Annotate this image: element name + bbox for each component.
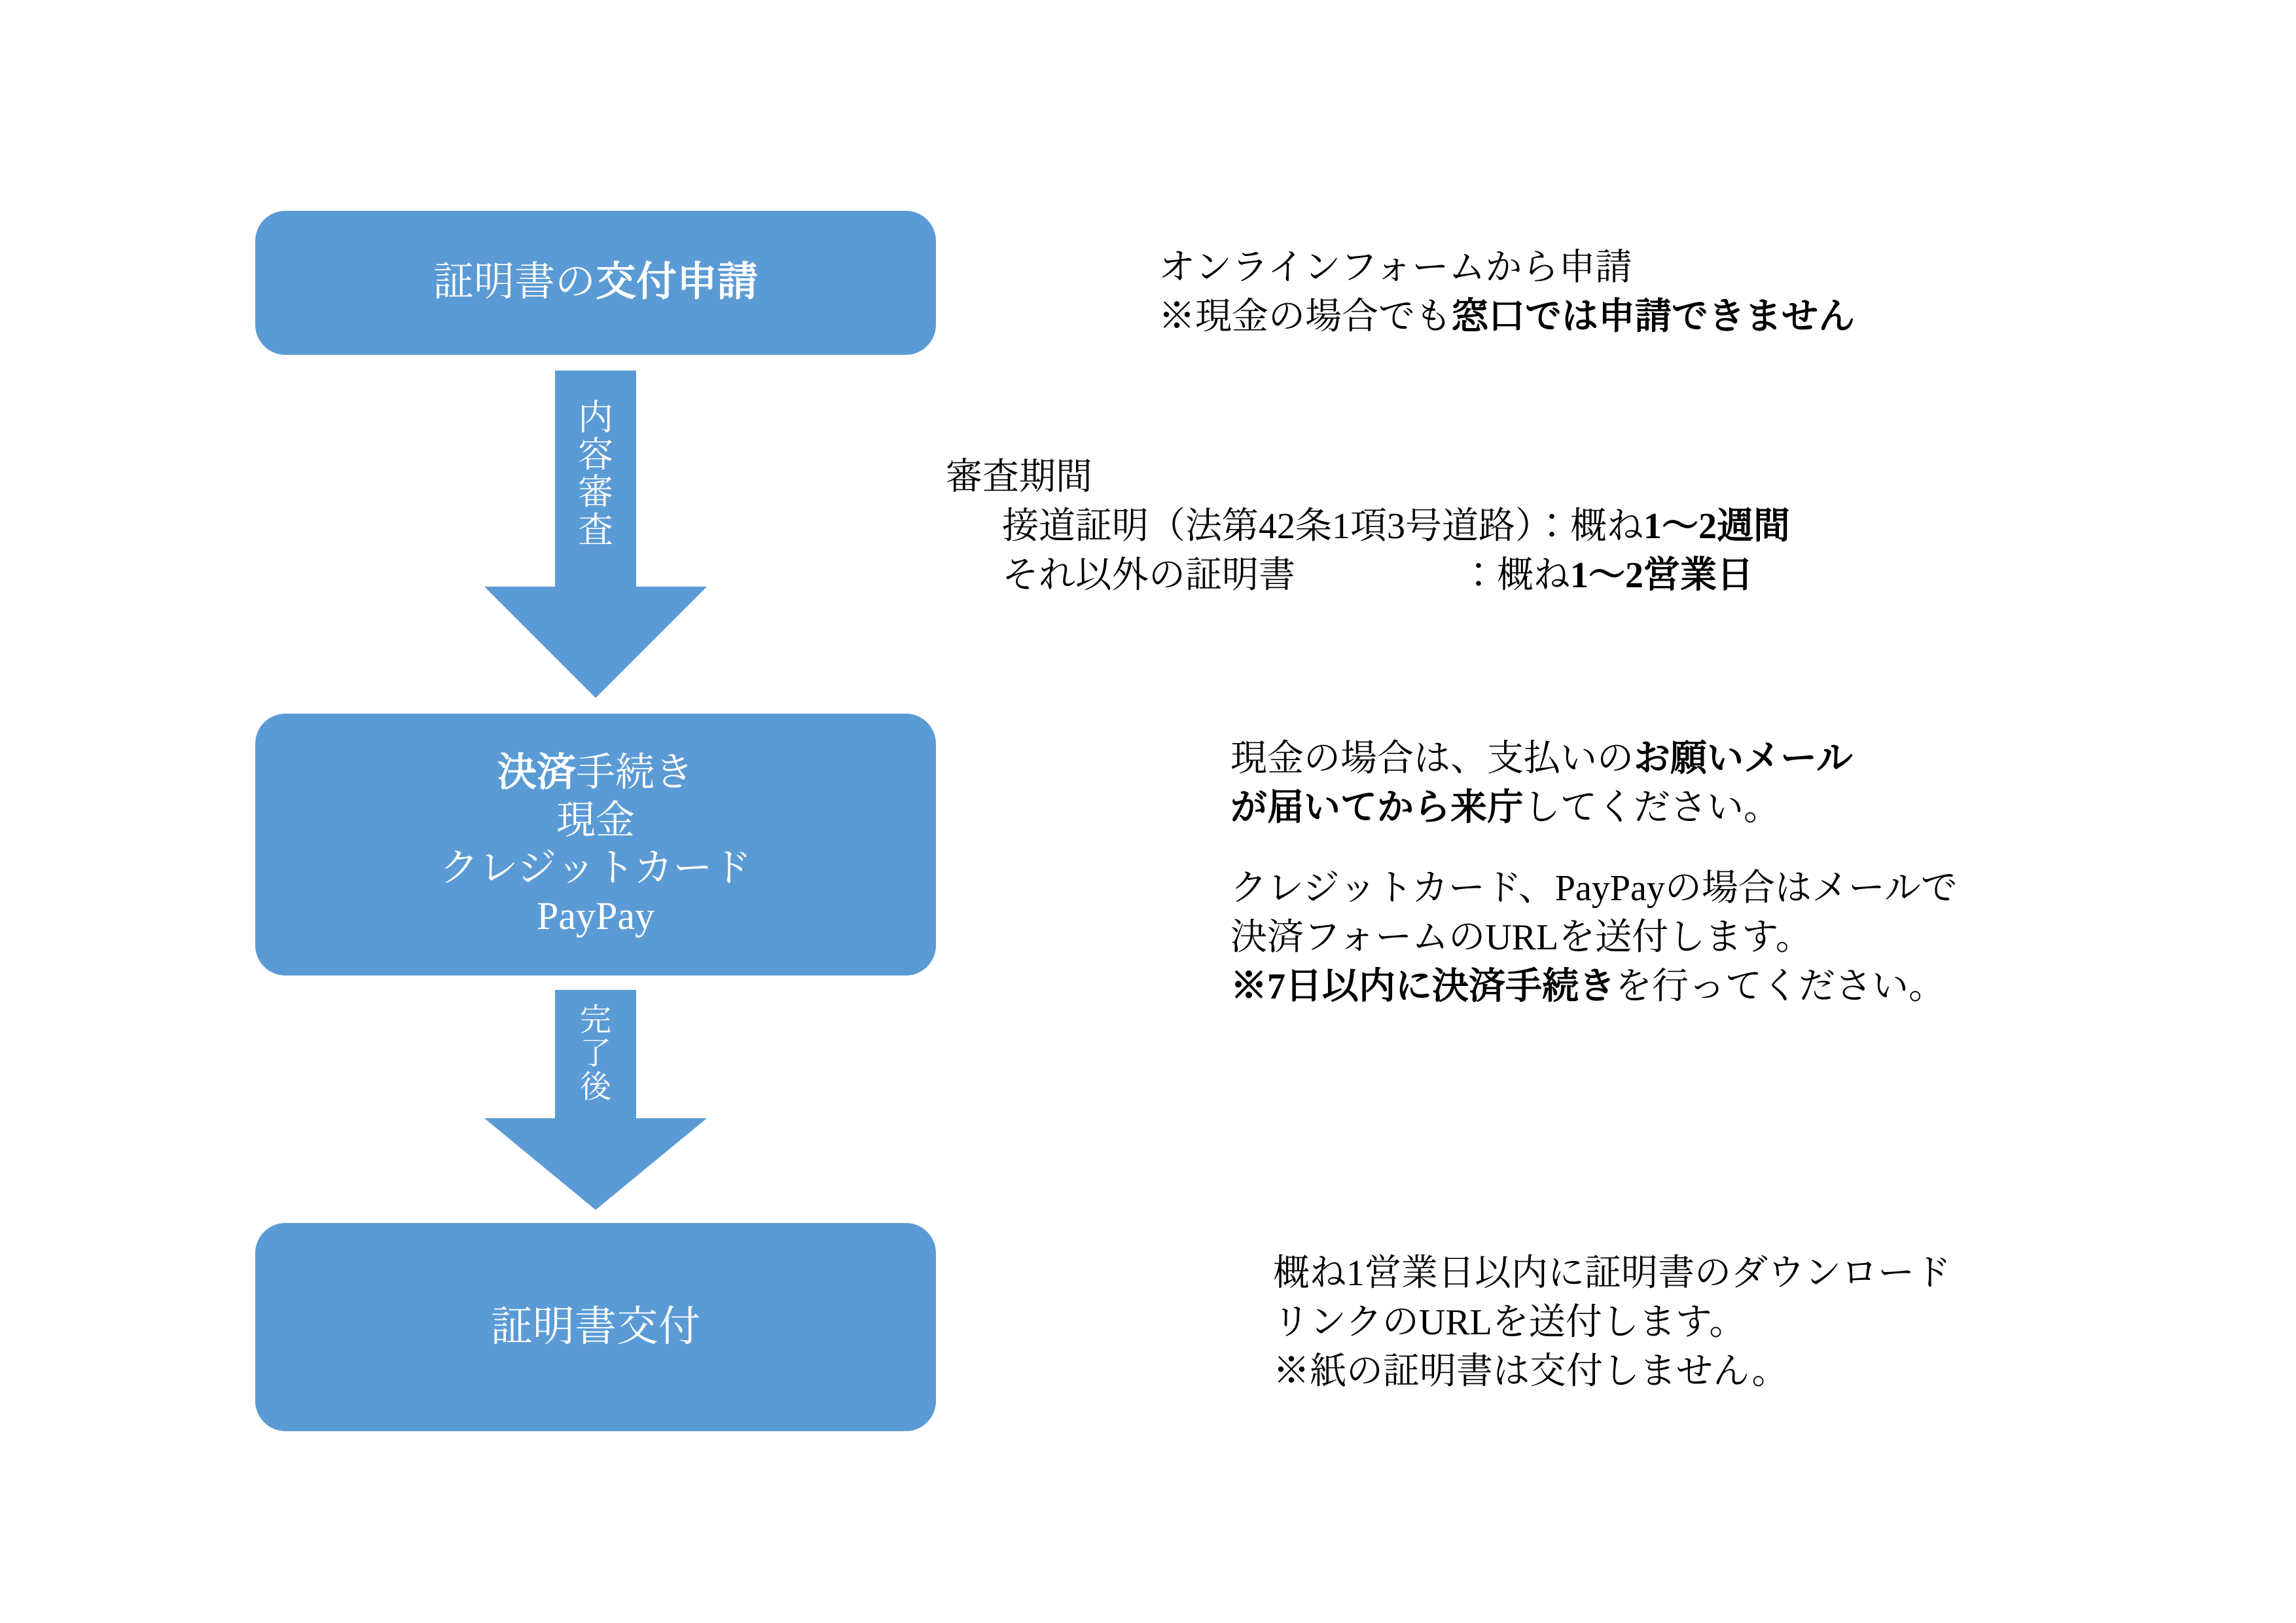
note-review-row2-sep: ：概ね [1460,555,1570,596]
note-issuance-line2: リンクのURLを送付します。 [1273,1302,1746,1343]
note-issuance-line3: ※紙の証明書は交付しません。 [1273,1351,1789,1393]
flow-step-payment-label-2: 現金 [556,798,635,842]
arrow2-char-2: 了 [579,1036,611,1071]
note-card-line2: 決済フォームのURLを送付します。 [1230,917,1812,958]
note-review-period [946,453,1790,600]
note-cash-payment [1230,735,1853,833]
arrow2-char-3: 後 [579,1069,611,1104]
note-issuance [1273,1249,1951,1396]
note-card-line3 [1230,962,1958,1012]
arrow-after-completion [484,990,707,1210]
arrow-char-4: 査 [578,510,613,550]
note-application-line2-plain: ※現金の場合でも [1158,297,1452,338]
flow-step-application-label-bold: 交付申請 [596,260,759,305]
note-application [1158,244,1855,342]
flow-step-issuance [255,1223,936,1431]
note-card-payment [1230,864,1958,1012]
note-application-line2 [1158,293,1855,342]
note-review-row2 [946,551,1790,600]
note-issuance-line1: 概ね1営業日以内に証明書のダウンロード [1273,1253,1951,1294]
note-card-line1: クレジットカード、PayPayの場合はメールで [1230,868,1958,909]
flow-step-application-label: 証明書の交付申請 [433,260,759,305]
arrow-char-1: 内 [578,398,613,437]
note-review-row1 [946,502,1790,551]
note-cash-line1-plain: 現金の場合は、支払いの [1230,739,1634,779]
note-application-line2-bold: 窓口では申請できません [1452,297,1855,338]
note-cash-line1-bold: お願いメール [1634,739,1853,779]
arrow2-char-1: 完 [579,1003,611,1038]
flow-step-payment-label-bold: 決済 [497,750,576,794]
flow-step-payment-label-1: 決済手続き [497,750,694,794]
note-card-line3-plain: を行ってください。 [1615,966,1945,1008]
note-card-line3-bold: ※7日以内に決済手続き [1230,966,1615,1008]
note-review-row2-value: 1～2営業日 [1570,555,1753,596]
note-application-line1: オンラインフォームから申請 [1158,247,1632,288]
flow-step-payment-label-4: PayPay [537,894,655,938]
note-cash-line1 [1230,735,1853,784]
arrow-char-2: 容 [578,435,613,475]
flow-step-payment-label-3: クレジットカード [439,847,752,890]
note-cash-line2-plain: してください。 [1524,788,1780,829]
note-cash-line2 [1230,784,1853,833]
note-cash-line2-bold: が届いてから来庁 [1230,788,1524,829]
note-review-heading: 審査期間 [946,457,1092,498]
note-review-row1-label: 接道証明（法第42条1項3号道路）：概ね [1002,506,1643,547]
arrow-content-review [484,371,707,698]
flow-step-payment [255,714,936,976]
flow-step-issuance-label: 証明書交付 [491,1303,700,1350]
arrow-char-3: 審 [578,473,613,513]
flow-step-application [255,211,936,355]
note-review-row2-label: それ以外の証明書 [1002,555,1295,596]
note-review-row1-value: 1～2週間 [1643,506,1790,547]
